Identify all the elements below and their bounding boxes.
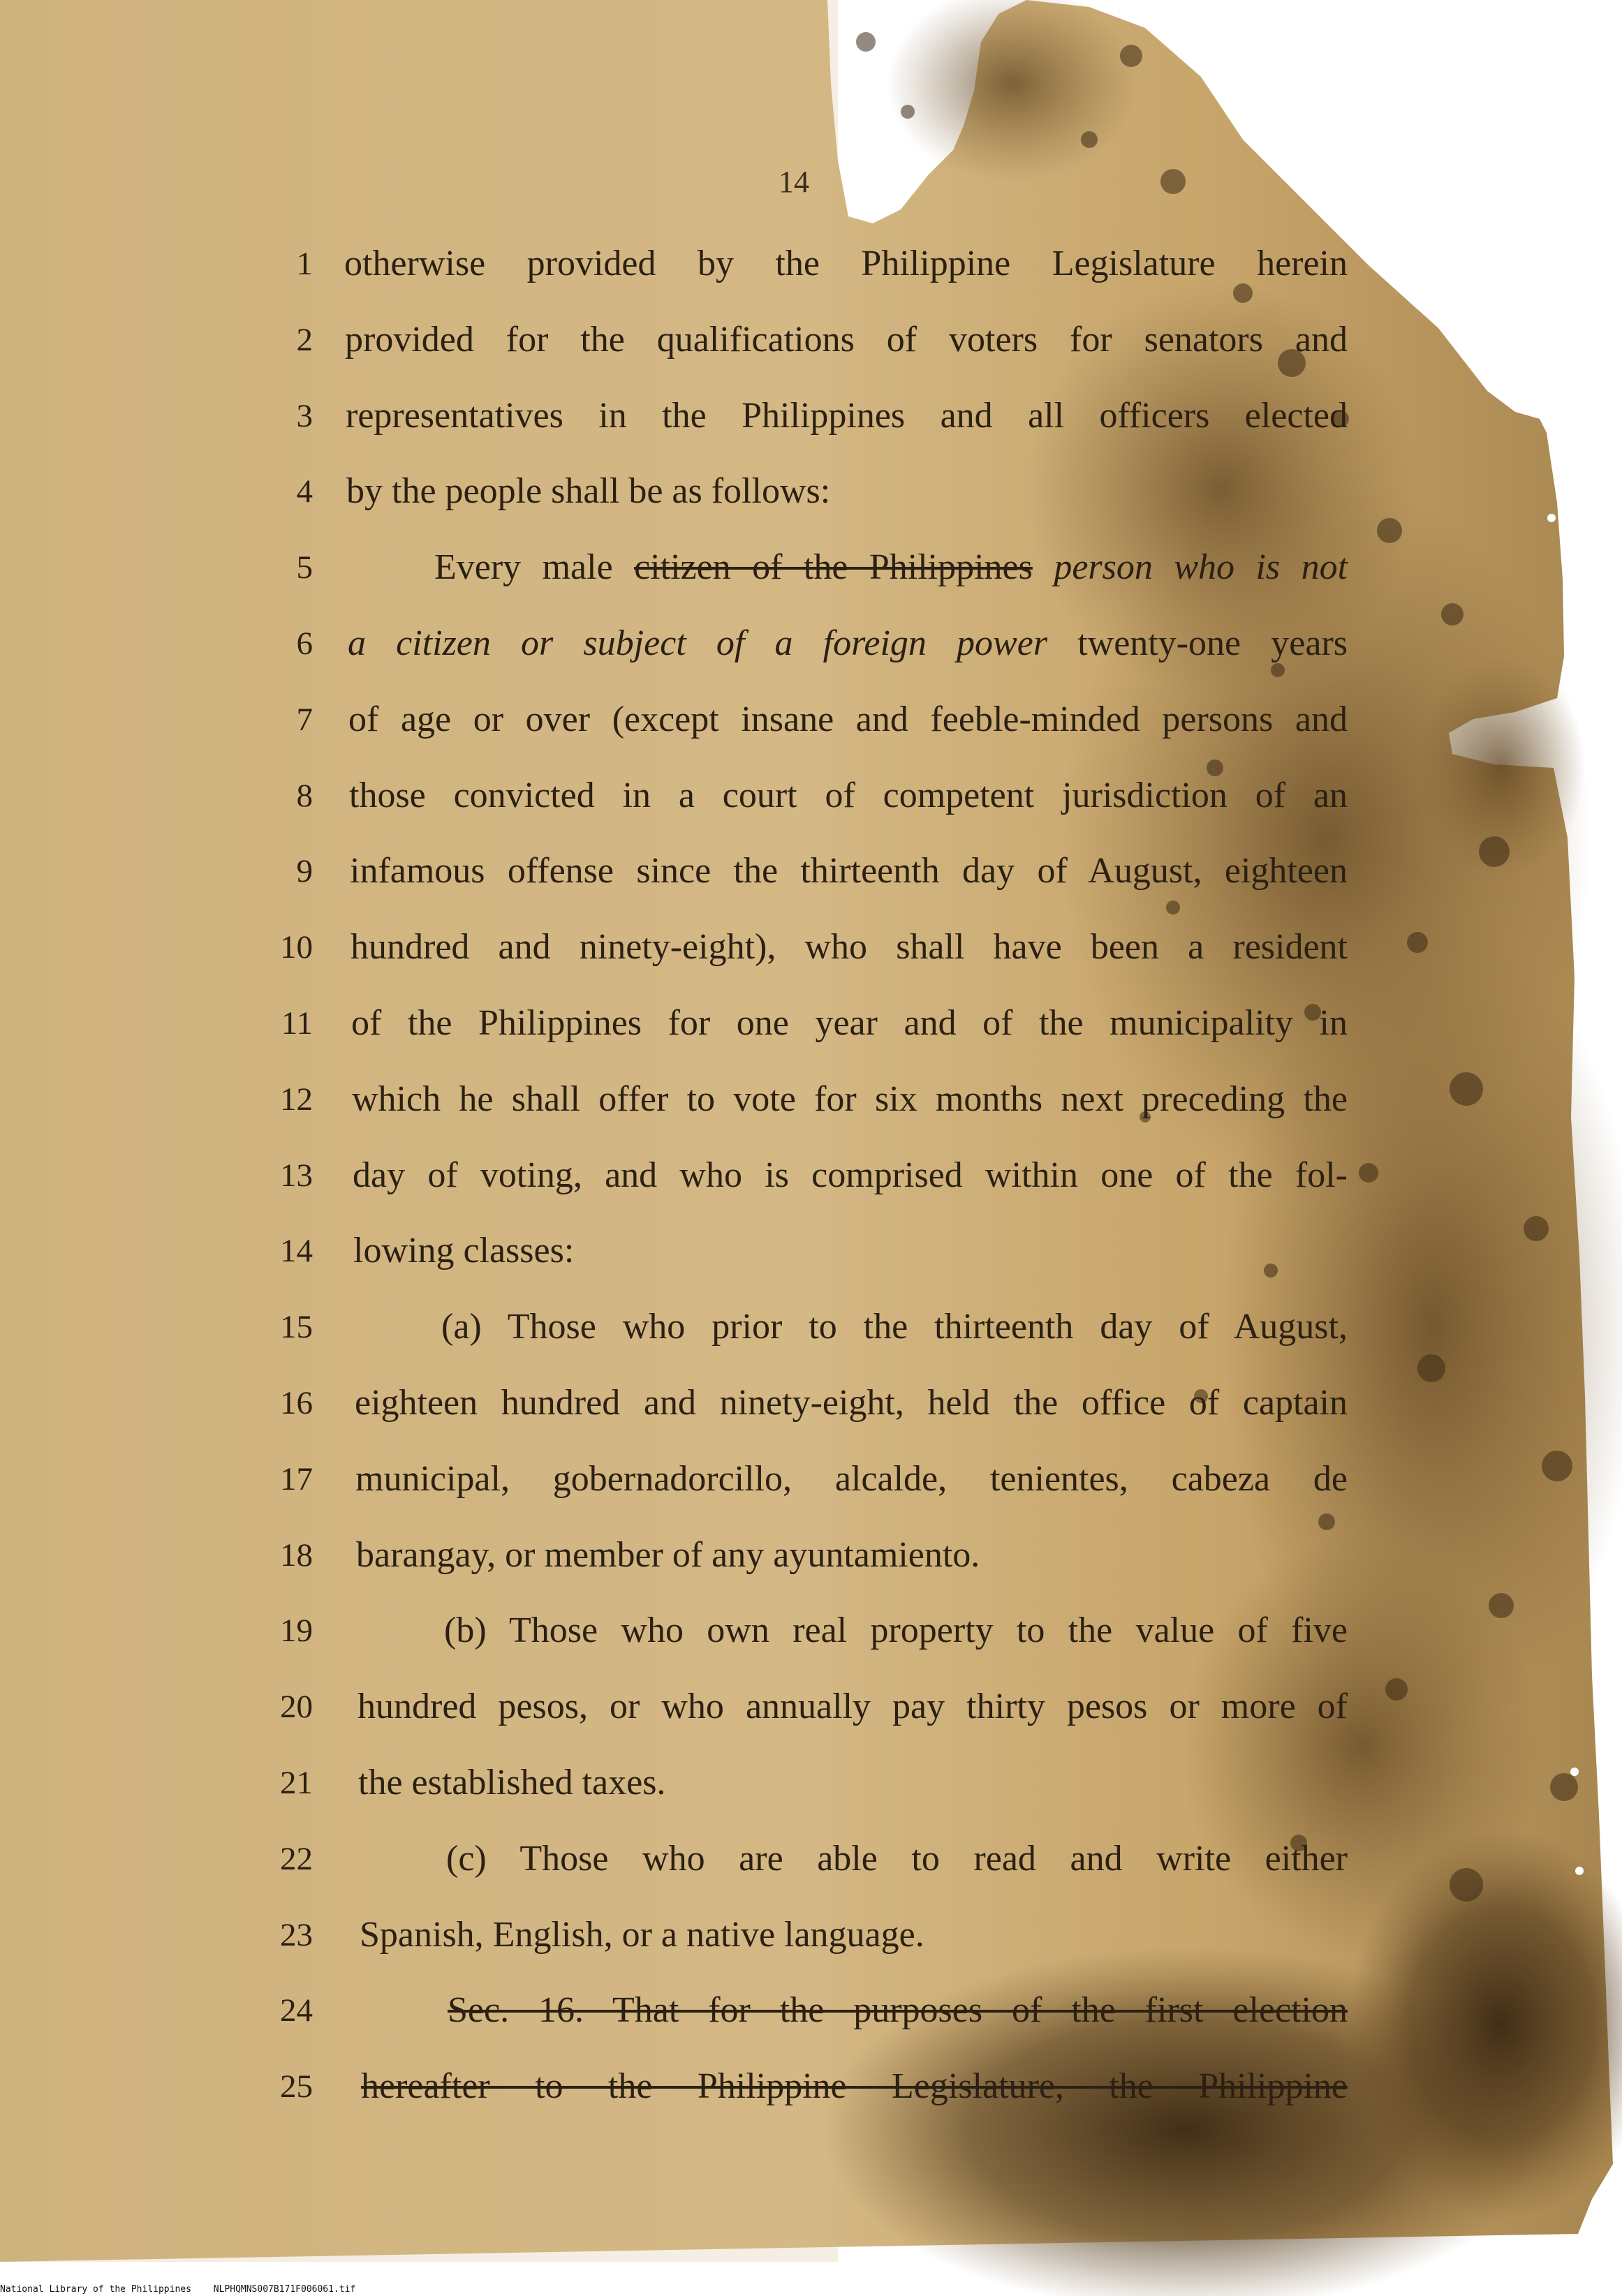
line-text <box>444 1610 1348 1652</box>
text-segment: (b) Those who own real property to the value of five <box>444 1610 1348 1651</box>
line-number: 22 <box>280 1840 313 1877</box>
text-line <box>0 1838 1622 1894</box>
line-number: 8 <box>296 777 313 814</box>
line-number: 2 <box>296 321 313 358</box>
text-line <box>0 1990 1622 2045</box>
line-text <box>355 1382 1348 1424</box>
text-line <box>0 850 1622 906</box>
text-segment: hundred pesos, or who annually pay thirty pesos or more of <box>357 1687 1348 1727</box>
line-number: 10 <box>280 929 313 966</box>
line-number: 14 <box>280 1233 313 1270</box>
text-line <box>0 1686 1622 1742</box>
text-line <box>0 1458 1622 1514</box>
line-text <box>441 1306 1348 1348</box>
line-text <box>346 471 1348 512</box>
text-segment <box>1033 547 1054 587</box>
text-segment: municipal, gobernadorcillo, alcalde, tenientes, cabeza de <box>355 1458 1348 1499</box>
line-number: 25 <box>280 2068 313 2105</box>
line-text <box>355 1458 1348 1500</box>
line-number: 11 <box>281 1005 313 1042</box>
line-text <box>351 1002 1348 1044</box>
line-number: 24 <box>280 1992 313 2029</box>
line-text <box>353 1230 1348 1272</box>
text-line <box>0 319 1622 375</box>
text-segment: hereafter to the Philippine Legislature, the Philippine <box>361 2066 1348 2107</box>
line-text <box>345 319 1348 361</box>
text-line <box>0 1534 1622 1590</box>
text-line <box>0 2066 1622 2121</box>
text-segment: hundred and ninety-eight), who shall have been a resident <box>351 927 1348 968</box>
text-segment: twenty-one years <box>1047 623 1348 663</box>
text-line <box>0 1155 1622 1210</box>
line-text <box>351 926 1348 968</box>
page-number: 14 <box>779 165 809 199</box>
text-line <box>0 1079 1622 1134</box>
text-segment: lowing classes: <box>353 1231 575 1271</box>
text-line <box>0 1762 1622 1818</box>
text-line <box>0 547 1622 602</box>
text-segment: (c) Those who are able to read and write either <box>446 1838 1348 1879</box>
text-segment: of the Philippines for one year and of the municipality in <box>351 1003 1348 1043</box>
text-line <box>0 926 1622 982</box>
line-number: 9 <box>296 853 313 890</box>
text-segment: Spanish, English, or a native language. <box>360 1914 924 1955</box>
text-segment: by the people shall be as follows: <box>346 471 831 512</box>
line-text <box>434 547 1348 588</box>
footer-filename: NLPHQMNS007B171F006061.tif <box>213 2284 356 2295</box>
line-text <box>361 2066 1348 2108</box>
line-number: 19 <box>280 1613 313 1650</box>
text-segment: of age or over (except insane and feeble-minded persons and <box>348 699 1348 739</box>
line-number: 5 <box>296 549 313 586</box>
line-text <box>344 243 1348 285</box>
line-text <box>448 1990 1348 2031</box>
line-text <box>349 775 1348 817</box>
line-number: 1 <box>296 246 313 282</box>
text-segment: citizen of the Philippines <box>634 547 1033 588</box>
text-segment: eighteen hundred and ninety-eight, held the office of captain <box>355 1383 1348 1423</box>
line-number: 4 <box>296 473 313 510</box>
line-number: 6 <box>296 625 313 662</box>
text-segment: Sec. 16. That for the purposes of the first election <box>448 1990 1348 2031</box>
text-segment: barangay, or member of any ayuntamiento. <box>356 1534 980 1575</box>
line-text <box>350 850 1348 892</box>
line-number: 20 <box>280 1689 313 1726</box>
line-text <box>358 1762 1348 1804</box>
text-line <box>0 1610 1622 1666</box>
line-text <box>352 1079 1348 1120</box>
text-segment: day of voting, and who is comprised within one of the fol- <box>353 1155 1348 1195</box>
line-number: 16 <box>280 1385 313 1421</box>
text-line <box>0 699 1622 755</box>
text-segment: (a) Those who prior to the thirteenth day of August, <box>441 1307 1348 1347</box>
text-segment: which he shall offer to vote for six months next preceding the <box>352 1079 1348 1119</box>
line-number: 15 <box>280 1309 313 1346</box>
line-number: 7 <box>296 701 313 738</box>
line-number: 18 <box>280 1536 313 1573</box>
text-line <box>0 775 1622 831</box>
text-line <box>0 395 1622 451</box>
line-number: 13 <box>280 1157 313 1194</box>
text-segment: those convicted in a court of competent jurisdiction of an <box>349 775 1348 815</box>
text-line <box>0 1306 1622 1362</box>
line-number: 21 <box>280 1765 313 1801</box>
text-segment: the established taxes. <box>358 1763 666 1802</box>
text-line <box>0 1382 1622 1438</box>
line-text <box>357 1686 1348 1728</box>
line-number: 23 <box>280 1916 313 1953</box>
text-line <box>0 623 1622 679</box>
text-line <box>0 243 1622 299</box>
text-segment: representatives in the Philippines and all officers elected <box>346 395 1348 436</box>
text-segment: Every male <box>434 547 635 588</box>
line-number: 12 <box>280 1081 313 1118</box>
scan-footer <box>0 2284 372 2295</box>
text-line <box>0 1230 1622 1286</box>
line-number: 3 <box>296 397 313 434</box>
text-segment: person who is not <box>1054 547 1348 588</box>
line-text <box>348 623 1348 665</box>
line-text <box>356 1534 1348 1576</box>
text-segment: provided for the qualifications of voters for senators and <box>345 319 1348 360</box>
text-segment: a citizen or subject of a foreign power <box>348 623 1048 663</box>
text-line <box>0 471 1622 526</box>
text-segment: infamous offense since the thirteenth day of August, eighteen <box>350 851 1348 891</box>
line-number: 17 <box>280 1460 313 1497</box>
line-text <box>360 1914 1348 1956</box>
line-text <box>346 395 1348 437</box>
footer-institution: National Library of the Philippines <box>0 2284 191 2295</box>
line-text <box>348 699 1348 741</box>
text-line <box>0 1914 1622 1970</box>
line-text <box>353 1155 1348 1197</box>
line-text <box>446 1838 1348 1880</box>
text-line <box>0 1002 1622 1058</box>
text-segment: otherwise provided by the Philippine Legislature herein <box>344 244 1348 283</box>
